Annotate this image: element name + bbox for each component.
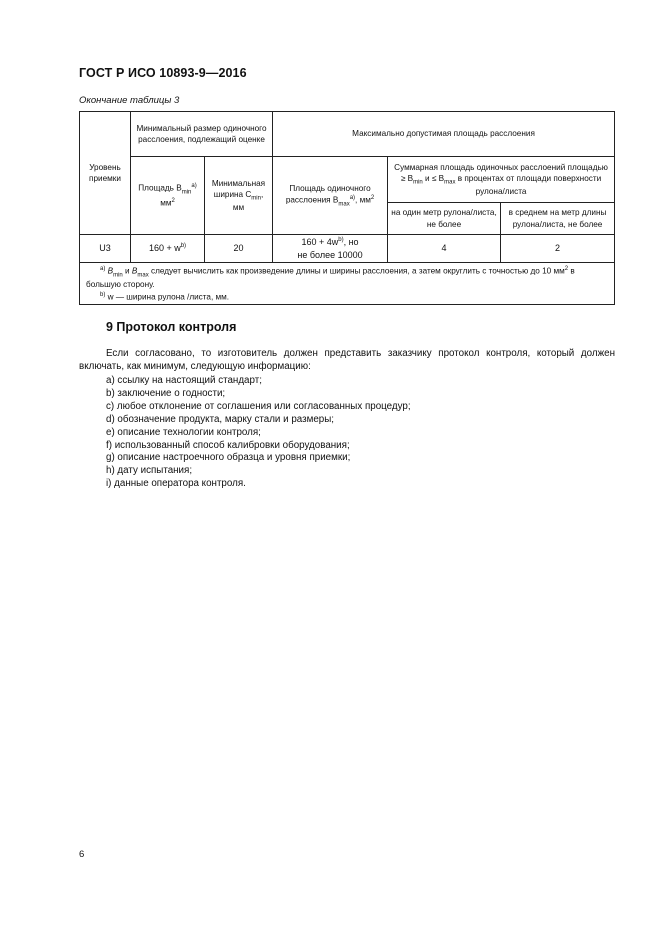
acceptance-table xyxy=(79,111,615,305)
header-per-meter: на один метр рулона/листа, не более xyxy=(388,203,501,235)
header-area: Площадь $B_{min}^{a)}$ $мм^2$ xyxy=(131,157,205,235)
cell-area: $160 + w^{b)}$ xyxy=(131,235,205,263)
list-item: i) данные оператора контроля. xyxy=(106,478,246,490)
table-row xyxy=(80,235,615,263)
header-width: Минимальная ширина $C_{min}$, мм xyxy=(205,157,273,235)
cell-single-area: $160 + 4w^{b)}$, но не более 10000 xyxy=(273,235,388,263)
cell-per-meter: 4 xyxy=(388,235,501,263)
table-caption: Окончание таблицы 3 xyxy=(79,95,180,106)
cell-avg-meter: 2 xyxy=(501,235,615,263)
document-code: ГОСТ Р ИСО 10893-9—2016 xyxy=(79,66,247,80)
report-items-list xyxy=(106,375,411,491)
header-total-area: Суммарная площадь одиночных расслоений площадью ≥ $B_{min}$ $и \le B_{max}$ в процентах от площади поверхности рулона/листа xyxy=(388,157,615,203)
header-max-area: Максимально допустимая площадь расслоения xyxy=(273,112,615,157)
header-avg-meter: в среднем на метр длины рулона/листа, не более xyxy=(501,203,615,235)
page-number: 6 xyxy=(79,849,85,860)
table-notes xyxy=(80,263,615,305)
list-item: d) обозначение продукта, марку стали и размеры; xyxy=(106,413,334,425)
cell-level: U3 xyxy=(80,235,131,263)
note-a: $^{a)}$ $B_{min}$ и $B_{max}$ следует вычислить как произведение длины и ширины расслоения, а затем округлить с точностью до 10 $мм^2$ в большую сторону. xyxy=(86,266,575,290)
list-item: b) заключение о годности; xyxy=(106,387,226,399)
header-level: Уровень приемки xyxy=(80,112,131,235)
list-item: c) любое отклонение от соглашения или согласованных процедур; xyxy=(106,400,411,412)
cell-width: 20 xyxy=(205,235,273,263)
list-item: f) использованный способ калибровки оборудования; xyxy=(106,439,350,451)
header-single-area: Площадь одиночного расслоения $B_{max}^{a)}$, $мм^2$ xyxy=(273,157,388,235)
list-item: a) ссылку на настоящий стандарт; xyxy=(106,375,262,386)
section-intro: Если согласовано, то изготовитель должен представить заказчику протокол контроля, который должен включать, как минимум, следующую информацию: xyxy=(79,348,615,372)
note-b: $^{b)}$ w — ширина рулона /листа, мм. xyxy=(100,291,230,302)
section-title: 9 Протокол контроля xyxy=(106,320,237,334)
header-min-size: Минимальный размер одиночного расслоения, подлежащий оценке xyxy=(131,112,273,157)
list-item: e) описание технологии контроля; xyxy=(106,426,261,438)
list-item: g) описание настроечного образца и уровня приемки; xyxy=(106,452,351,464)
list-item: h) дату испытания; xyxy=(106,465,193,477)
